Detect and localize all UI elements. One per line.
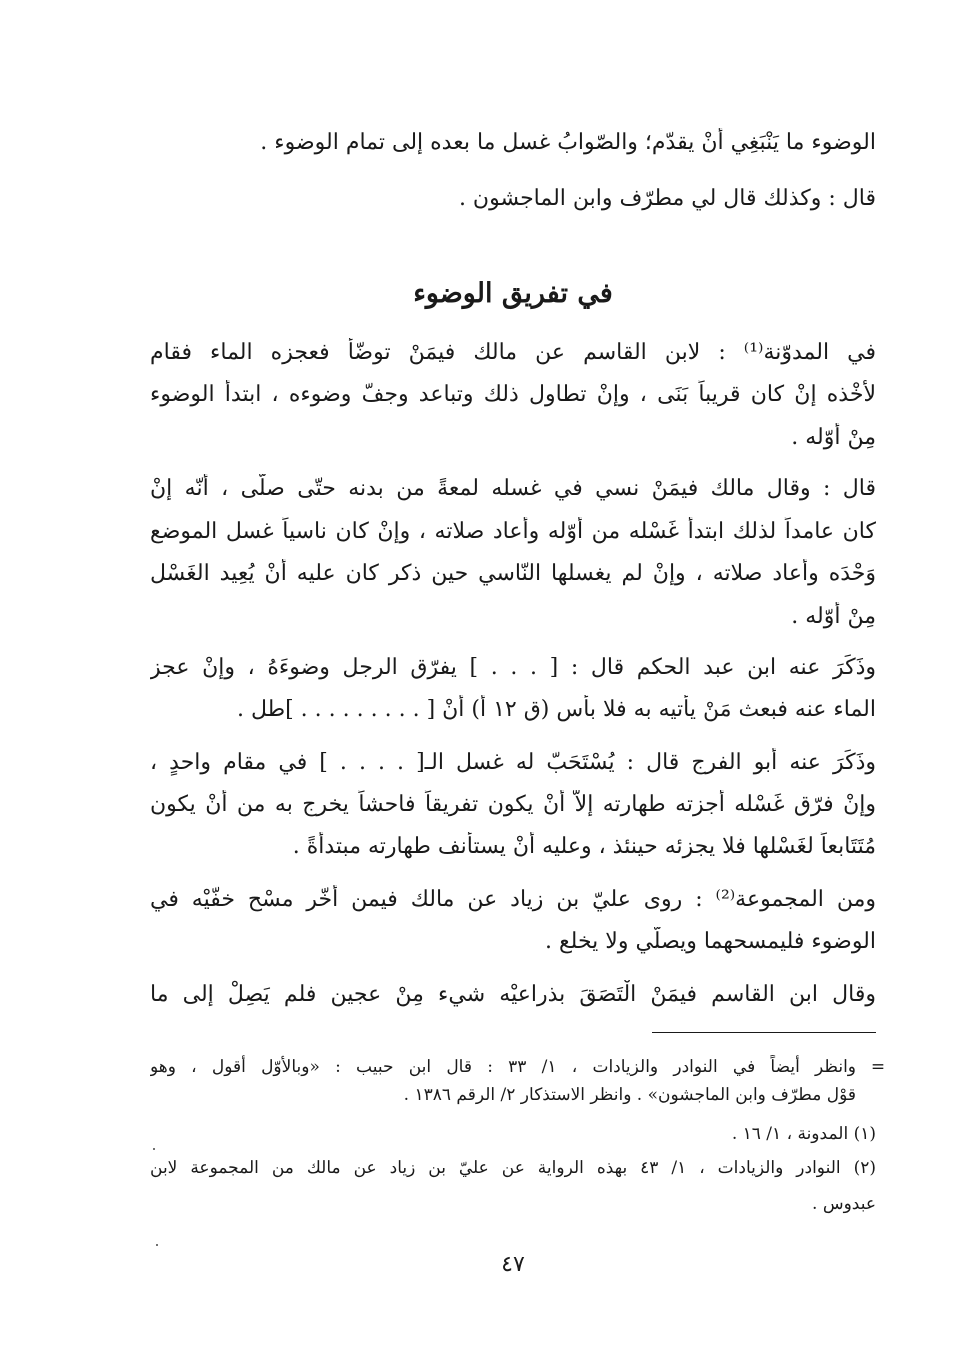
body-line: ومن المجموعة⁽²⁾ : روى عليّ بن زياد عن مالك فيمن أخّر مسْح خفّيْه في xyxy=(150,887,876,912)
body-line: قال : وقال مالك فيمَنْ نسي في غسله لمعةً من بدنه حتّى صلّى ، أنّه إنْ xyxy=(150,476,876,501)
scan-speck xyxy=(156,1244,158,1246)
body-line: وقال ابن القاسم فيمَنْ الْتَصَقَ بذراعيْه شيء مِنْ عجين فلم يَصِلْ إلى ما xyxy=(150,982,876,1007)
footnote-1: (١) المدونة ، ١/ ١٦ . xyxy=(731,1124,876,1144)
scan-speck xyxy=(153,1148,155,1150)
body-line: مُتَتَابعاً لغَسْلها فلا يجزئه حينئذ ، وعليه أنْ يستأنف طهارته مبتدأةً . xyxy=(292,834,876,859)
body-line: الماء عنه فبعث مَنْ يأتيه به فلا بأس (ق ١٢ أ) أنْ [ . . . . . . . . . ]طل . xyxy=(236,697,876,722)
body-line: مِنْ أوّله . xyxy=(791,604,876,629)
body-line: في المدوّنة⁽¹⁾ : لابن القاسم عن مالك فيمَنْ توضّأ فعجزه الماء فقام xyxy=(150,340,876,365)
footnote-separator xyxy=(652,1032,876,1033)
body-line: مِنْ أوّله . xyxy=(791,425,876,450)
body-line: قال : وكذلك قال لي مطرّف وابن الماجشون . xyxy=(458,186,876,211)
body-line: وذَكَرَ عنه ابن عبد الحكم قال : [ . . . ] يفرّق الرجل وضوءَهُ ، وإنْ عجز xyxy=(150,655,876,680)
footnote-line: قوْل مطرّف وابن الماجشون» . وانظر الاستذكار ٢/ الرقم ١٣٨٦ . xyxy=(403,1085,856,1105)
page-number: ٤٧ xyxy=(501,1252,525,1277)
footnote-2-line: عبدوس . xyxy=(812,1194,876,1214)
body-line: لأخْذه إنْ كان قريباً بَنَى ، وإنْ تطاول ذلك وتباعد وجفّ وضوءه ، ابتدأ الوضوء xyxy=(150,382,876,407)
body-line: كان عامداً لذلك ابتدأ غَسْله من أوّله وأعاد صلاته ، وإنْ كان ناسياً غسل الموضع xyxy=(150,519,876,544)
body-line: وذَكَرَ عنه أبو الفرج قال : يُسْتَحَبّ له غسل الـ[ . . . . ] في مقام واحدٍ ، xyxy=(150,750,876,775)
body-line: الوضوء فليمسحهما ويصلّي ولا يخلع . xyxy=(544,929,876,954)
body-line: وَحْدَه وأعاد صلاته ، وإنْ لم يغسلها النّاسي حين ذكر كان عليه أنْ يُعِيد الغَسْل xyxy=(150,561,876,586)
body-line: الوضوء ما يَنْبَغِي أنْ يقدّم؛ والصّوابُ غسل ما بعده إلى تمام الوضوء . xyxy=(260,130,876,155)
footnote-continuation-mark: = xyxy=(870,1057,886,1077)
footnote-line: وانظر أيضاً في النوادر والزيادات ، ١/ ٣٣ : قال ابن حبيب : «وبالأوّل أقول ، وهو xyxy=(150,1057,856,1077)
section-heading: في تفريق الوضوء xyxy=(413,278,613,309)
body-line: وإنْ فرّق غَسْله أجزته طهارته إلاّ أنْ يكون تفريقاً فاحشاً يخرج به من أنْ يكون xyxy=(150,792,876,817)
footnote-2: (٢) النوادر والزيادات ، ١/ ٤٣ بهذه الرواية عن عليّ بن زياد عن مالك من المجموعة لابن xyxy=(150,1158,876,1178)
